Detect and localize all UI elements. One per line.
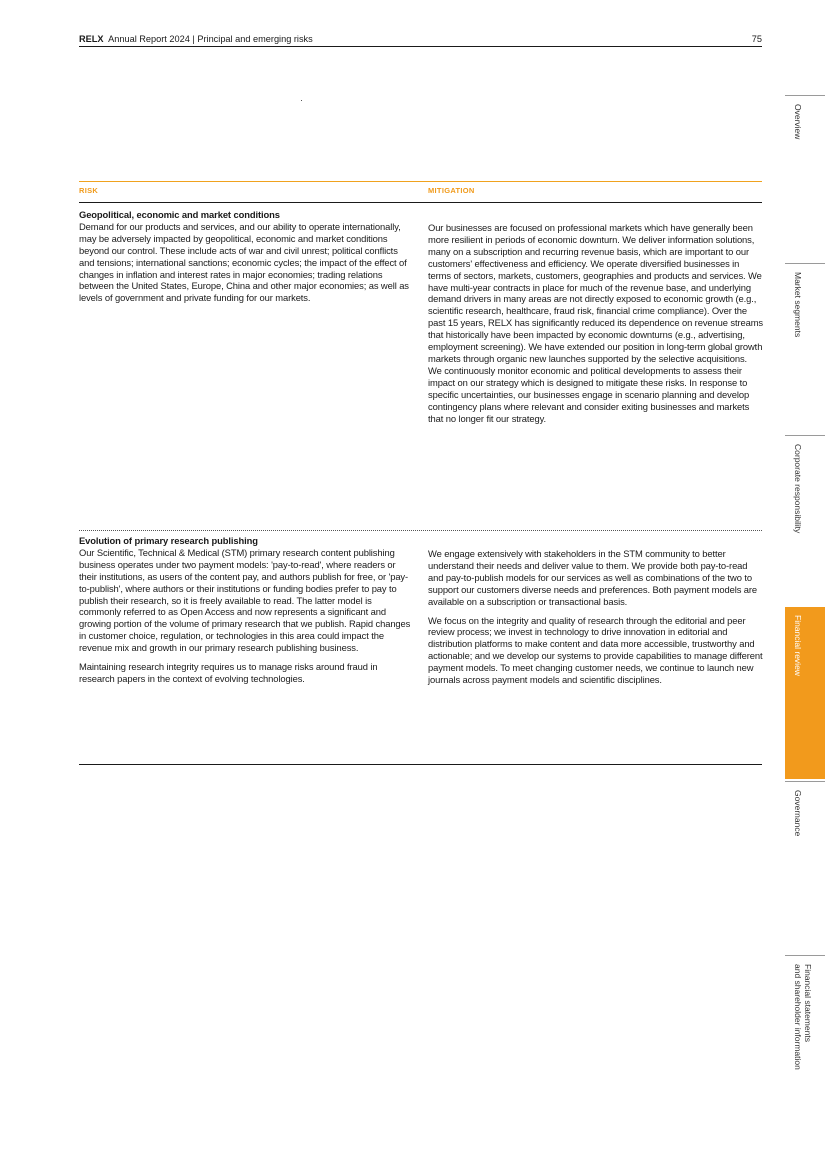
mitigation-cell <box>428 548 763 686</box>
stray-dot <box>301 100 302 101</box>
page-header <box>79 32 762 46</box>
table-header <box>79 186 762 198</box>
risk-description: Demand for our products and services, and our ability to operate internationally, may be adversely impacted by geopolitical, economic and market conditions beyond our control. These include acts of war and civil unrest; political conflicts and tensions; international sanctions; economic cycles; the impact of the effect of changes in inflation and interest rates in major economies; trading relations between the United States, Europe, China and other major economies; as well as levels of government and private funding for our markets. <box>79 220 409 304</box>
risk-column-header: RISK <box>79 186 99 195</box>
brand-name: RELX <box>79 34 104 44</box>
nav-tab-label: Governance <box>793 790 803 837</box>
risk-title: Evolution of primary research publishing <box>79 535 258 546</box>
mitigation-cell <box>428 222 763 424</box>
nav-tab-label: Overview <box>793 104 803 140</box>
nav-tab-overview[interactable] <box>785 95 825 261</box>
nav-tab-label: Market segments <box>793 272 803 338</box>
risk-cell <box>79 209 415 304</box>
nav-tab-financial-review[interactable] <box>785 607 825 779</box>
mitigation-text: Our businesses are focused on professional markets which have generally been more resilient in periods of economic downturn. We deliver information solutions, many on a subscription and recurring revenue basis, which are important to our customers' effectiveness and efficiency. We operate diversified businesses in terms of sectors, markets, customers, geographies and products and services. We have multi-year contracts in place for much of the revenue base, and underlying demand drivers in many areas are not directly exposed to economic growth (e.g., scientific research, healthcare, fraud risk, financial crime compliance). Over the past 15 years, RELX has significantly reduced its dependence on revenue streams that historically have been impacted by economic downturns (e.g., advertising, employment screening). We have extended our position in long-term global growth markets through organic new launches supported by the selective acquisitions. We continuously monitor economic and political developments to assess their impact on our strategy which is designed to mitigate these risks. In response to specific uncertainties, our businesses engage in scenario planning and develop contingency plans where relevant and consider exiting businesses and markets that no longer fit our strategy. <box>428 222 764 424</box>
nav-tab-label: Financial review <box>793 615 803 676</box>
nav-tab-market-segments[interactable] <box>785 263 825 435</box>
nav-tab-governance[interactable] <box>785 781 825 951</box>
row-divider <box>79 530 762 531</box>
nav-tab-corporate-responsibility[interactable] <box>785 435 825 603</box>
risk-description: Our Scientific, Technical & Medical (STM) primary research content publishing business operates under two payment models: 'pay-to-read', where readers or their institutions, as users of the content pay, and authors publish for free, or 'pay-to-publish', where authors or their institutions or funding bodies prefer to pay to publish their research, so it is freely available to read. The latter model is commonly referred to as Open Access and now represents a significant and growing portion of the volume of primary research that we publish. Rapid changes in customer choice, regulation, or technologies in this area could impact the revenue mix and growth in our primary research publishing business. <box>79 546 411 654</box>
nav-tab-financial-statements[interactable] <box>785 955 825 1125</box>
nav-tab-label: Corporate responsibility <box>793 444 803 534</box>
table-header-rule <box>79 202 762 203</box>
page-number: 75 <box>751 34 762 44</box>
mitigation-column-header: MITIGATION <box>428 186 475 195</box>
report-title: Annual Report 2024 | Principal and emerging risks <box>108 34 313 44</box>
table-top-rule <box>79 181 762 182</box>
risk-cell <box>79 535 415 685</box>
nav-tab-label: Financial statements and shareholder information <box>793 964 813 1070</box>
mitigation-text: We engage extensively with stakeholders in the STM community to better understand their needs and deliver value to them. We provide both pay-to-read and pay-to-publish models for our services as well as combinations of the two to support our customers diverse needs and preferences. Both payment models are available on a subscription or transactional basis. <box>428 548 758 607</box>
risk-title: Geopolitical, economic and market conditions <box>79 209 280 220</box>
risk-description-2: Maintaining research integrity requires us to manage risks around fraud in research papers in the context of evolving technologies. <box>79 661 378 684</box>
mitigation-text-2: We focus on the integrity and quality of research through the editorial and peer review process; we invest in technology to drive innovation in editorial and distribution platforms to make content and data more accessible, trustworthy and actionable; and we develop our systems to provide capabilities to manage different payment models. To meet changing customer needs, we continue to launch new journals across payment models and scientific disciplines. <box>428 614 763 686</box>
header-divider <box>79 46 762 47</box>
table-bottom-rule <box>79 764 762 765</box>
